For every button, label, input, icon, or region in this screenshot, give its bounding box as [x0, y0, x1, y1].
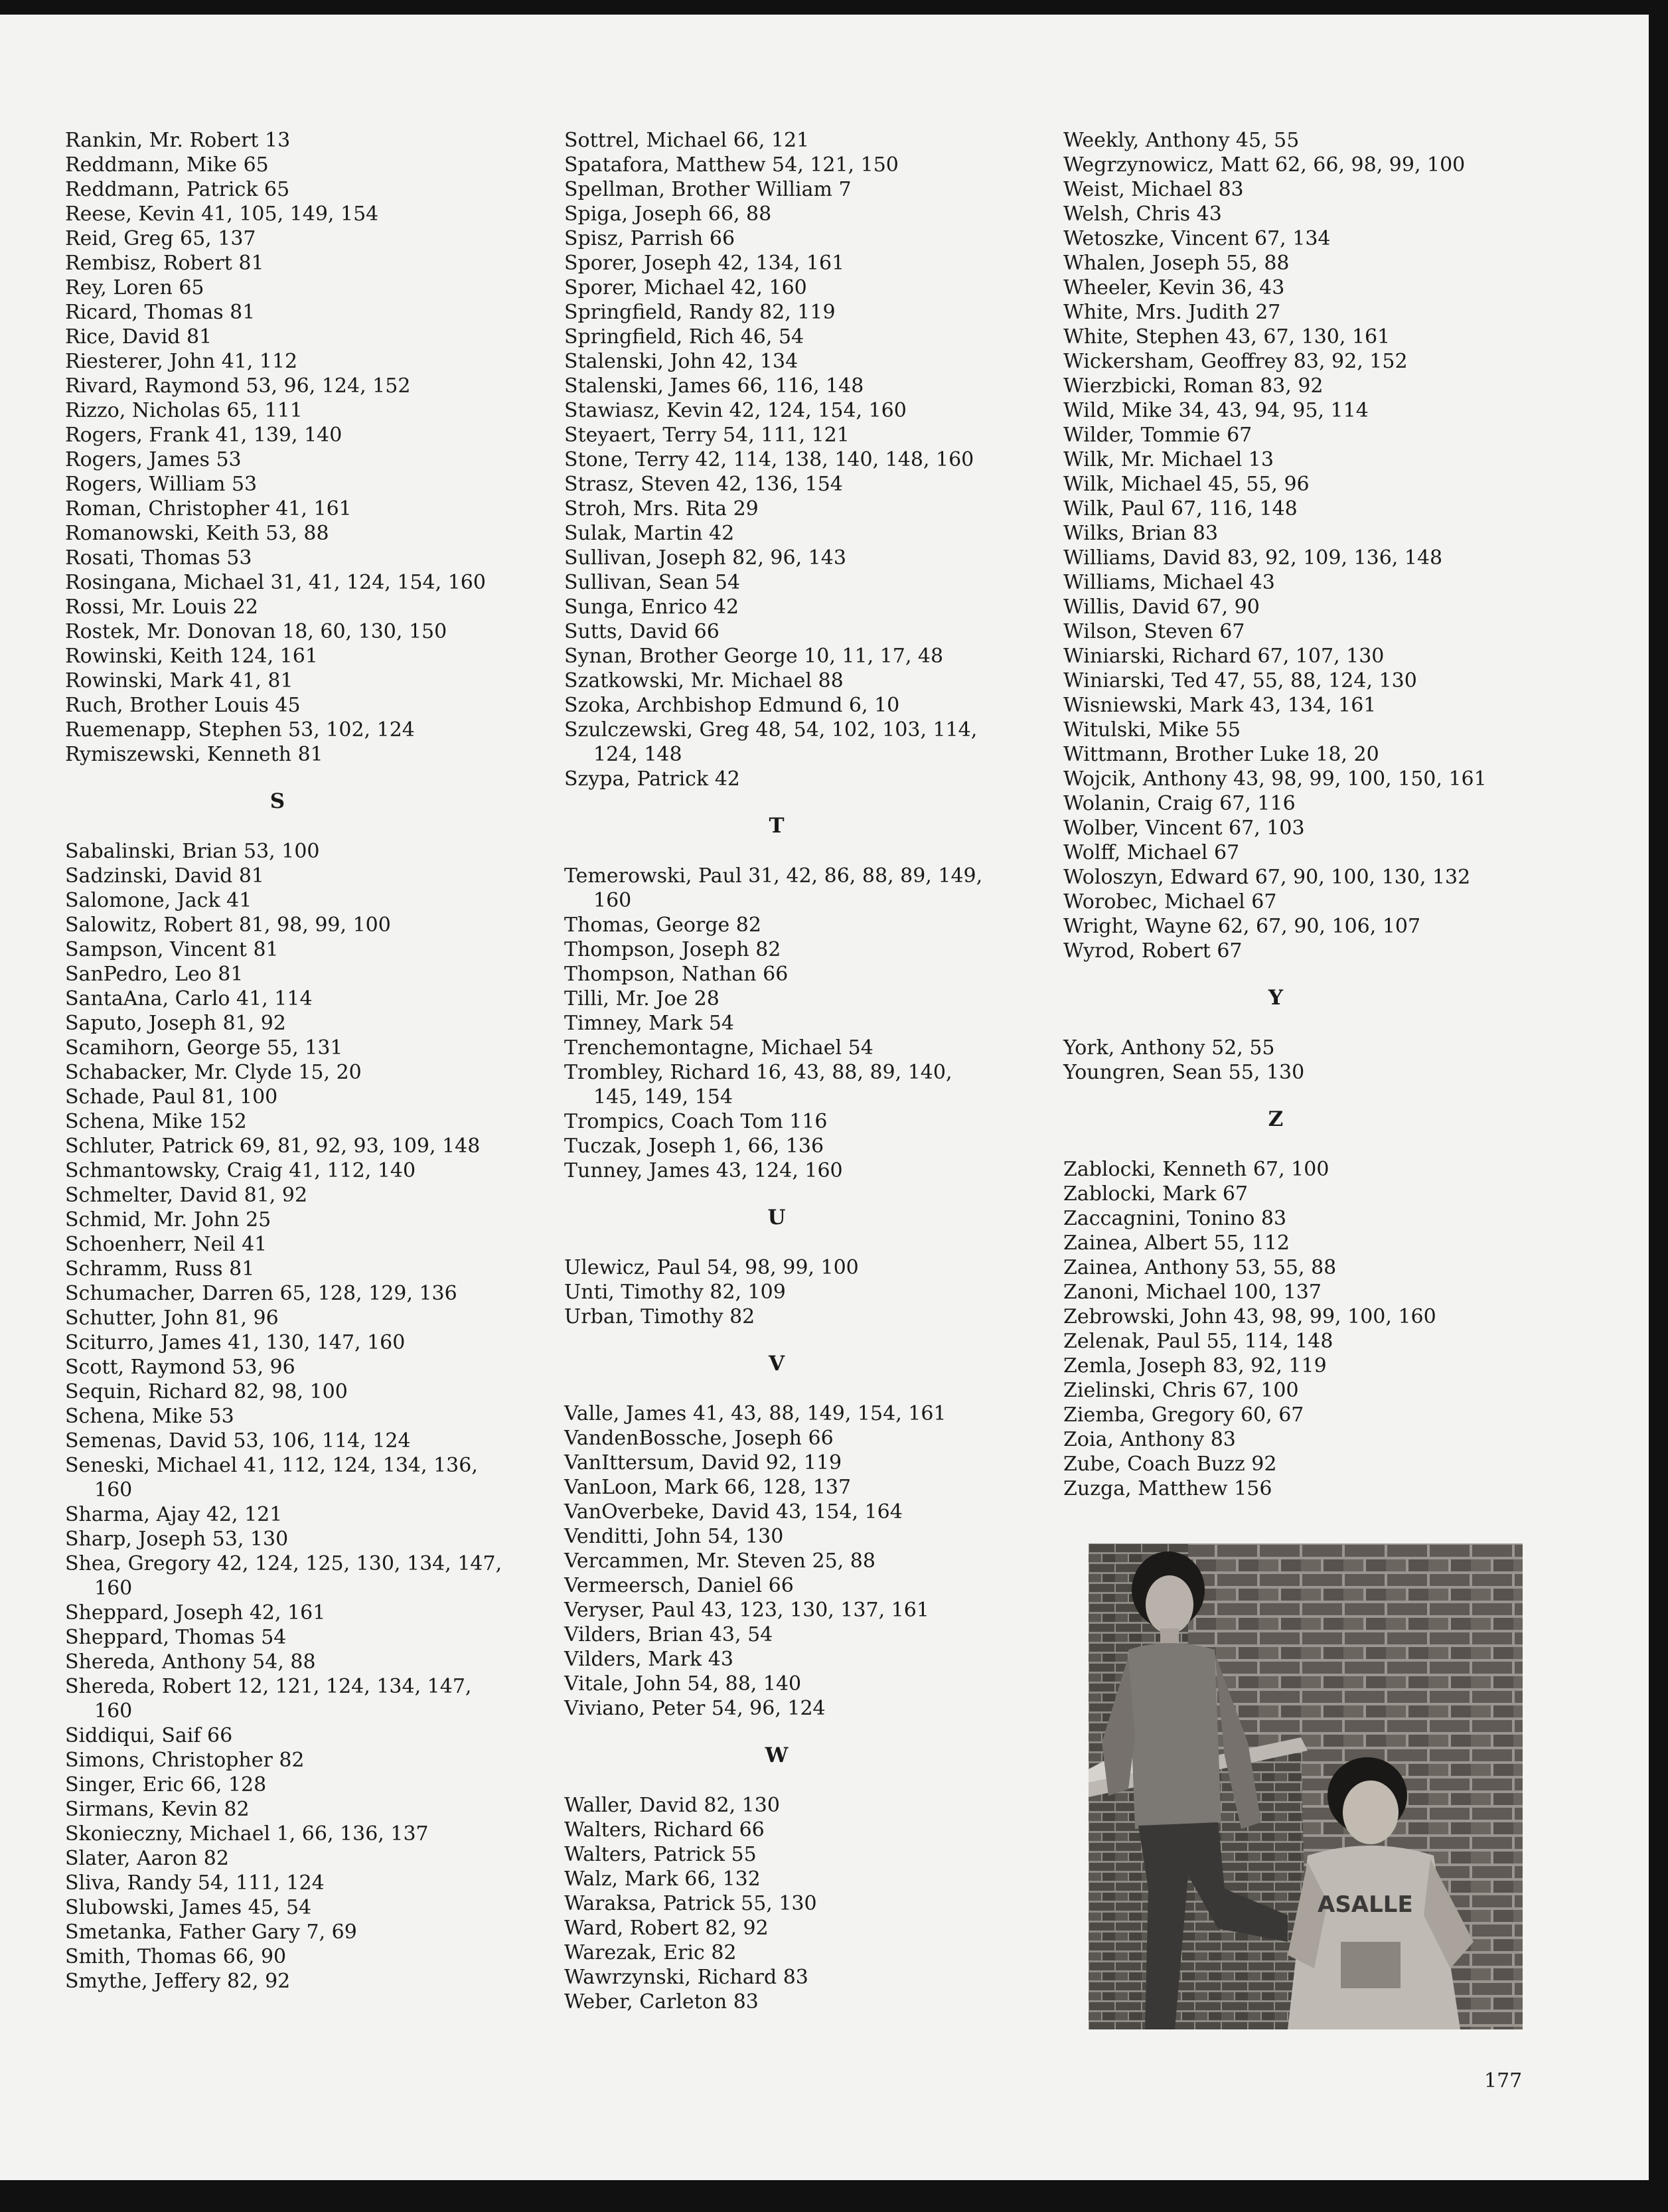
section-letter: U [767, 1206, 786, 1229]
index-entry: Reddmann, Mike 65 [65, 153, 269, 177]
index-entry: Ruch, Brother Louis 45 [65, 694, 301, 717]
index-entry: Szoka, Archbishop Edmund 6, 10 [564, 694, 900, 717]
index-entry: VanLoon, Mark 66, 128, 137 [564, 1476, 852, 1499]
index-entry: Schmelter, David 81, 92 [65, 1184, 308, 1207]
index-entry: Schluter, Patrick 69, 81, 92, 93, 109, 148 [65, 1135, 481, 1158]
index-entry: Wilk, Paul 67, 116, 148 [1063, 497, 1298, 520]
index-entry: Zanoni, Michael 100, 137 [1063, 1281, 1322, 1304]
index-entry: Vercammen, Mr. Steven 25, 88 [564, 1549, 875, 1573]
index-entry: Zebrowski, John 43, 98, 99, 100, 160 [1063, 1305, 1436, 1328]
index-entry: Zablocki, Mark 67 [1063, 1182, 1249, 1206]
index-entry: Sottrel, Michael 66, 121 [564, 129, 810, 152]
index-entry: Rogers, Frank 41, 139, 140 [65, 424, 342, 447]
index-entry: Wawrzynski, Richard 83 [564, 1966, 808, 1989]
index-entry: Vilders, Mark 43 [564, 1648, 733, 1671]
index-entry: Schena, Mike 53 [65, 1405, 234, 1428]
index-entry-continuation: 160 [94, 1699, 133, 1723]
index-entry: Wegrzynowicz, Matt 62, 66, 98, 99, 100 [1063, 153, 1466, 177]
index-entry: Rowinski, Mark 41, 81 [65, 669, 293, 692]
index-entry: Spatafora, Matthew 54, 121, 150 [564, 153, 899, 177]
index-entry: Rosingana, Michael 31, 41, 124, 154, 160 [65, 571, 486, 594]
index-entry: Waraksa, Patrick 55, 130 [564, 1892, 817, 1915]
index-entry-continuation: 160 [593, 889, 632, 912]
index-entry: Siddiqui, Saif 66 [65, 1724, 233, 1747]
index-entry: Wyrod, Robert 67 [1063, 939, 1243, 963]
index-entry: Rosati, Thomas 53 [65, 546, 252, 570]
index-entry: Stroh, Mrs. Rita 29 [564, 497, 759, 520]
index-entry: Sadzinski, David 81 [65, 864, 264, 888]
index-entry: SantaAna, Carlo 41, 114 [65, 987, 313, 1010]
index-entry: Wilk, Mr. Michael 13 [1063, 448, 1274, 471]
index-entry: Szypa, Patrick 42 [564, 767, 740, 791]
index-entry: Scamihorn, George 55, 131 [65, 1036, 343, 1060]
index-entry: Rowinski, Keith 124, 161 [65, 645, 318, 668]
index-entry: Whalen, Joseph 55, 88 [1063, 252, 1290, 275]
index-entry: Zuzga, Matthew 156 [1063, 1477, 1272, 1500]
index-entry: Seneski, Michael 41, 112, 124, 134, 136, [65, 1454, 478, 1477]
section-letter: Y [1268, 986, 1284, 1010]
index-entry: Reese, Kevin 41, 105, 149, 154 [65, 202, 379, 226]
index-entry: Sullivan, Sean 54 [564, 571, 741, 594]
index-entry: Sporer, Michael 42, 160 [564, 276, 807, 299]
index-entry: Zainea, Albert 55, 112 [1063, 1231, 1290, 1255]
top-border [0, 0, 1668, 15]
index-entry: Schumacher, Darren 65, 128, 129, 136 [65, 1282, 457, 1305]
index-entry: Urban, Timothy 82 [564, 1305, 755, 1328]
index-entry: Rossi, Mr. Louis 22 [65, 595, 258, 619]
index-entry: Sciturro, James 41, 130, 147, 160 [65, 1331, 406, 1354]
index-entry: Shea, Gregory 42, 124, 125, 130, 134, 147, [65, 1552, 502, 1575]
index-entry: Zainea, Anthony 53, 55, 88 [1063, 1256, 1337, 1279]
index-entry: VanIttersum, David 92, 119 [564, 1451, 842, 1474]
index-entry: Szatkowski, Mr. Michael 88 [564, 669, 844, 692]
index-entry: Sirmans, Kevin 82 [65, 1798, 250, 1821]
index-entry: Schena, Mike 152 [65, 1110, 247, 1133]
index-entry: Wilk, Michael 45, 55, 96 [1063, 473, 1310, 496]
index-entry: Zielinski, Chris 67, 100 [1063, 1379, 1299, 1402]
index-entry-continuation: 124, 148 [593, 743, 682, 766]
index-entry: Thompson, Joseph 82 [564, 938, 781, 961]
index-entry: Woloszyn, Edward 67, 90, 100, 130, 132 [1063, 866, 1471, 889]
index-entry: Salomone, Jack 41 [65, 889, 252, 912]
index-entry: Szulczewski, Greg 48, 54, 102, 103, 114, [564, 718, 978, 742]
index-entry: Ward, Robert 82, 92 [564, 1917, 769, 1940]
index-entry: Timney, Mark 54 [564, 1012, 734, 1035]
section-letter: Z [1268, 1107, 1284, 1131]
index-entry: Tilli, Mr. Joe 28 [564, 987, 720, 1010]
index-entry: Zelenak, Paul 55, 114, 148 [1063, 1330, 1333, 1353]
index-entry: Tunney, James 43, 124, 160 [564, 1159, 843, 1182]
index-entry: Trenchemontagne, Michael 54 [564, 1036, 873, 1060]
index-entry: Weber, Carleton 83 [564, 1990, 759, 2014]
index-entry: Stalenski, John 42, 134 [564, 350, 798, 373]
index-entry: Walters, Patrick 55 [564, 1843, 757, 1866]
index-entry: Slater, Aaron 82 [65, 1847, 229, 1870]
page-number: 177 [1484, 2069, 1523, 2093]
index-entry: Youngren, Sean 55, 130 [1063, 1061, 1305, 1084]
index-entry: Rymiszewski, Kenneth 81 [65, 743, 323, 766]
index-entry: Wheeler, Kevin 36, 43 [1063, 276, 1285, 299]
index-entry: Valle, James 41, 43, 88, 149, 154, 161 [564, 1402, 947, 1425]
index-entry: Walters, Richard 66 [564, 1818, 765, 1842]
index-entry: Steyaert, Terry 54, 111, 121 [564, 424, 850, 447]
index-entry: Sampson, Vincent 81 [65, 938, 279, 961]
right-border [1649, 0, 1668, 2212]
index-entry: Vermeersch, Daniel 66 [564, 1574, 794, 1597]
index-entry-continuation: 145, 149, 154 [593, 1085, 733, 1109]
index-column-3 [1063, 128, 1528, 1501]
index-entry: Wierzbicki, Roman 83, 92 [1063, 374, 1324, 398]
index-column-2 [564, 128, 1029, 2014]
index-entry: Zemla, Joseph 83, 92, 119 [1063, 1354, 1327, 1378]
index-entry: Smythe, Jeffery 82, 92 [65, 1970, 291, 1993]
index-entry: Ricard, Thomas 81 [65, 301, 256, 324]
index-entry: Sutts, David 66 [564, 620, 720, 643]
student-photo [1089, 1543, 1523, 2029]
index-entry: Ulewicz, Paul 54, 98, 99, 100 [564, 1256, 859, 1279]
index-entry: Wittmann, Brother Luke 18, 20 [1063, 743, 1379, 766]
index-entry: Smith, Thomas 66, 90 [65, 1945, 287, 1968]
index-entry: Weist, Michael 83 [1063, 178, 1244, 201]
index-entry: Ziemba, Gregory 60, 67 [1063, 1403, 1304, 1427]
index-entry: Sequin, Richard 82, 98, 100 [65, 1380, 348, 1403]
index-entry: Worobec, Michael 67 [1063, 890, 1277, 913]
index-entry: Trompics, Coach Tom 116 [564, 1110, 828, 1133]
index-entry-continuation: 160 [94, 1478, 133, 1502]
index-entry: VandenBossche, Joseph 66 [564, 1427, 834, 1450]
index-entry: Unti, Timothy 82, 109 [564, 1281, 786, 1304]
index-column-1 [65, 128, 530, 1994]
index-entry: Sheppard, Thomas 54 [65, 1626, 287, 1649]
index-entry: Wisniewski, Mark 43, 134, 161 [1063, 694, 1377, 717]
index-entry: Rostek, Mr. Donovan 18, 60, 130, 150 [65, 620, 447, 643]
index-entry: White, Mrs. Judith 27 [1063, 301, 1281, 324]
index-entry: Venditti, John 54, 130 [564, 1525, 784, 1548]
index-entry: Sporer, Joseph 42, 134, 161 [564, 252, 845, 275]
index-entry: Warezak, Eric 82 [564, 1941, 737, 1964]
index-entry: Waller, David 82, 130 [564, 1794, 780, 1817]
index-entry: Salowitz, Robert 81, 98, 99, 100 [65, 913, 391, 937]
index-entry: Springfield, Randy 82, 119 [564, 301, 836, 324]
index-entry: Scott, Raymond 53, 96 [65, 1356, 295, 1379]
index-entry: Zoia, Anthony 83 [1063, 1428, 1236, 1451]
index-entry: Veryser, Paul 43, 123, 130, 137, 161 [564, 1599, 929, 1622]
index-entry: Simons, Christopher 82 [65, 1749, 305, 1772]
index-entry: Vitale, John 54, 88, 140 [564, 1672, 802, 1696]
index-entry: Schade, Paul 81, 100 [65, 1085, 278, 1109]
index-entry: Schmantowsky, Craig 41, 112, 140 [65, 1159, 416, 1182]
index-entry: Wilks, Brian 83 [1063, 522, 1219, 545]
index-entry: Rey, Loren 65 [65, 276, 204, 299]
section-letter: W [765, 1743, 789, 1767]
index-entry: Wickersham, Geoffrey 83, 92, 152 [1063, 350, 1408, 373]
index-entry: Rogers, William 53 [65, 473, 258, 496]
index-entry: York, Anthony 52, 55 [1063, 1036, 1275, 1060]
index-entry: Schramm, Russ 81 [65, 1257, 255, 1281]
index-entry: Viviano, Peter 54, 96, 124 [564, 1697, 826, 1720]
index-entry: Rivard, Raymond 53, 96, 124, 152 [65, 374, 411, 398]
index-entry-continuation: 160 [94, 1577, 133, 1600]
section-letter: T [769, 814, 785, 838]
index-entry: VanOverbeke, David 43, 154, 164 [564, 1500, 903, 1524]
index-entry: Riesterer, John 41, 112 [65, 350, 298, 373]
index-entry: Winiarski, Richard 67, 107, 130 [1063, 645, 1385, 668]
index-entry: Walz, Mark 66, 132 [564, 1867, 761, 1891]
index-entry: Thomas, George 82 [564, 913, 761, 937]
index-entry: Witulski, Mike 55 [1063, 718, 1241, 742]
index-entry: Schmid, Mr. John 25 [65, 1208, 271, 1231]
index-entry: SanPedro, Leo 81 [65, 963, 244, 986]
index-entry: Spisz, Parrish 66 [564, 227, 735, 250]
index-entry: Spellman, Brother William 7 [564, 178, 852, 201]
index-entry: Temerowski, Paul 31, 42, 86, 88, 89, 149, [564, 864, 983, 888]
index-entry: Wright, Wayne 62, 67, 90, 106, 107 [1063, 915, 1421, 938]
index-entry: Synan, Brother George 10, 11, 17, 48 [564, 645, 944, 668]
index-entry: Zablocki, Kenneth 67, 100 [1063, 1158, 1329, 1181]
index-entry: Ruemenapp, Stephen 53, 102, 124 [65, 718, 415, 742]
index-entry: Saputo, Joseph 81, 92 [65, 1012, 286, 1035]
index-entry: Rizzo, Nicholas 65, 111 [65, 399, 303, 422]
index-entry: Wilson, Steven 67 [1063, 620, 1245, 643]
index-entry: Schutter, John 81, 96 [65, 1306, 279, 1330]
index-entry: Reid, Greg 65, 137 [65, 227, 256, 250]
index-entry: Sabalinski, Brian 53, 100 [65, 840, 320, 863]
index-entry: Wetoszke, Vincent 67, 134 [1063, 227, 1331, 250]
index-entry: Vilders, Brian 43, 54 [564, 1623, 773, 1646]
index-entry: Spiga, Joseph 66, 88 [564, 202, 772, 226]
index-entry: Williams, David 83, 92, 109, 136, 148 [1063, 546, 1443, 570]
index-entry: Wolber, Vincent 67, 103 [1063, 817, 1305, 840]
index-entry: White, Stephen 43, 67, 130, 161 [1063, 325, 1391, 349]
index-entry: Thompson, Nathan 66 [564, 963, 789, 986]
index-entry: Strasz, Steven 42, 136, 154 [564, 473, 843, 496]
index-entry: Shereda, Anthony 54, 88 [65, 1650, 316, 1674]
index-entry: Stawiasz, Kevin 42, 124, 154, 160 [564, 399, 907, 422]
index-entry: Rice, David 81 [65, 325, 212, 349]
index-entry: Winiarski, Ted 47, 55, 88, 124, 130 [1063, 669, 1417, 692]
index-entry: Springfield, Rich 46, 54 [564, 325, 804, 349]
index-entry: Sullivan, Joseph 82, 96, 143 [564, 546, 846, 570]
index-entry: Rogers, James 53 [65, 448, 242, 471]
section-letter: V [768, 1352, 785, 1376]
index-entry: Smetanka, Father Gary 7, 69 [65, 1921, 357, 1944]
index-entry: Sulak, Martin 42 [564, 522, 735, 545]
index-entry: Slubowski, James 45, 54 [65, 1896, 312, 1919]
index-entry: Wolff, Michael 67 [1063, 841, 1240, 864]
index-entry: Stalenski, James 66, 116, 148 [564, 374, 864, 398]
index-entry: Roman, Christopher 41, 161 [65, 497, 352, 520]
index-entry: Wilder, Tommie 67 [1063, 424, 1252, 447]
index-entry: Wild, Mike 34, 43, 94, 95, 114 [1063, 399, 1369, 422]
shirt-lettering: ASALLE [1318, 1891, 1413, 1918]
index-entry: Sharma, Ajay 42, 121 [65, 1503, 283, 1526]
index-entry: Sheppard, Joseph 42, 161 [65, 1601, 326, 1624]
index-entry: Wojcik, Anthony 43, 98, 99, 100, 150, 161 [1063, 767, 1487, 791]
index-entry: Weekly, Anthony 45, 55 [1063, 129, 1300, 152]
index-entry: Zaccagnini, Tonino 83 [1063, 1207, 1287, 1230]
bottom-border [0, 2180, 1668, 2212]
index-entry: Sunga, Enrico 42 [564, 595, 739, 619]
index-entry: Rankin, Mr. Robert 13 [65, 129, 291, 152]
index-entry: Skonieczny, Michael 1, 66, 136, 137 [65, 1822, 429, 1846]
index-entry: Schabacker, Mr. Clyde 15, 20 [65, 1061, 362, 1084]
index-entry: Wolanin, Craig 67, 116 [1063, 792, 1296, 815]
index-entry: Singer, Eric 66, 128 [65, 1773, 267, 1796]
section-letter: S [269, 789, 285, 813]
index-entry: Tuczak, Joseph 1, 66, 136 [564, 1135, 824, 1158]
index-entry: Stone, Terry 42, 114, 138, 140, 148, 160 [564, 448, 974, 471]
index-entry: Zube, Coach Buzz 92 [1063, 1453, 1277, 1476]
index-entry: Shereda, Robert 12, 121, 124, 134, 147, [65, 1675, 472, 1698]
index-entry: Sharp, Joseph 53, 130 [65, 1528, 289, 1551]
index-entry: Williams, Michael 43 [1063, 571, 1275, 594]
index-entry: Willis, David 67, 90 [1063, 595, 1260, 619]
index-entry: Rembisz, Robert 81 [65, 252, 264, 275]
index-entry: Semenas, David 53, 106, 114, 124 [65, 1429, 411, 1453]
index-entry: Romanowski, Keith 53, 88 [65, 522, 329, 545]
index-entry: Trombley, Richard 16, 43, 88, 89, 140, [564, 1061, 952, 1084]
index-entry: Welsh, Chris 43 [1063, 202, 1222, 226]
index-entry: Reddmann, Patrick 65 [65, 178, 290, 201]
index-entry: Sliva, Randy 54, 111, 124 [65, 1871, 325, 1895]
index-entry: Schoenherr, Neil 41 [65, 1233, 267, 1256]
